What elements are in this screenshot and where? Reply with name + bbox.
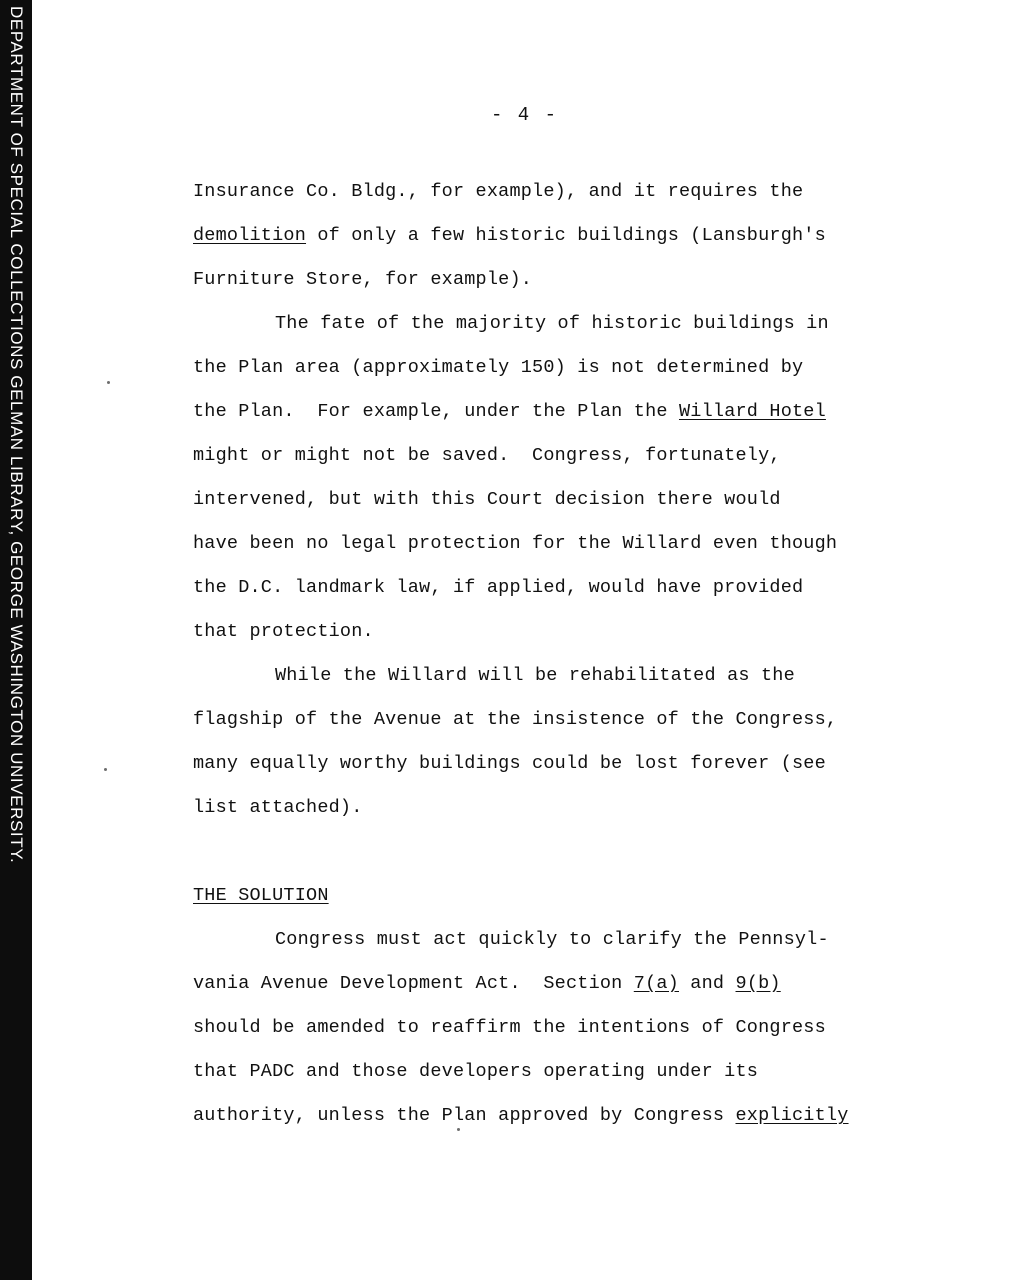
underlined-term: demolition (193, 225, 307, 246)
paragraph (193, 302, 923, 654)
text-line: The fate of the majority of historic buildings in (275, 313, 829, 334)
paragraph (193, 918, 923, 1138)
text-line (193, 874, 923, 918)
underlined-term: Willard Hotel (678, 401, 826, 422)
paragraph-spacer (193, 830, 923, 874)
text-line: intervened, but with this Court decision there would (193, 489, 781, 510)
text-line: that PADC and those developers operating under its (193, 1061, 759, 1082)
section-heading (193, 874, 923, 918)
section-heading-text: THE SOLUTION (193, 885, 329, 906)
text-line: authority, unless the Plan approved by Congress explicitly (193, 1105, 849, 1126)
text-line: the Plan. For example, under the Plan the Willard Hotel (193, 401, 826, 422)
text-line: Furniture Store, for example). (193, 269, 533, 290)
document-body (193, 170, 923, 1138)
page-number: - 4 - (490, 104, 558, 126)
scan-speck (107, 381, 110, 384)
text-line: might or might not be saved. Congress, fortunately, (193, 445, 781, 466)
text-line: list attached). (193, 797, 363, 818)
paragraph (193, 654, 923, 830)
text-line: While the Willard will be rehabilitated as the (275, 665, 795, 686)
underlined-term: 7(a) (633, 973, 679, 994)
text-line: have been no legal protection for the Willard even though (193, 533, 838, 554)
document-page (32, 0, 1017, 1280)
archival-spine-label: DEPARTMENT OF SPECIAL COLLECTIONS GELMAN LIBRARY, GEORGE WASHINGTON UNIVERSITY. (7, 6, 26, 864)
text-line: the Plan area (approximately 150) is not determined by (193, 357, 804, 378)
text-line: Insurance Co. Bldg., for example), and it requires the (193, 181, 804, 202)
underlined-term: explicitly (735, 1105, 849, 1126)
underlined-term: 9(b) (735, 973, 781, 994)
scan-speck (457, 1128, 460, 1131)
text-line: demolition of only a few historic buildings (Lansburgh's (193, 225, 826, 246)
text-line: should be amended to reaffirm the intentions of Congress (193, 1017, 826, 1038)
paragraph (193, 170, 923, 302)
text-line: many equally worthy buildings could be lost forever (see (193, 753, 826, 774)
scan-speck (104, 768, 107, 771)
archival-spine-strip (0, 0, 32, 1280)
text-line: vania Avenue Development Act. Section 7(a) and 9(b) (193, 973, 781, 994)
text-line: flagship of the Avenue at the insistence of the Congress, (193, 709, 838, 730)
text-line: Congress must act quickly to clarify the Pennsyl- (275, 929, 829, 950)
text-line: that protection. (193, 621, 374, 642)
text-line: the D.C. landmark law, if applied, would have provided (193, 577, 804, 598)
